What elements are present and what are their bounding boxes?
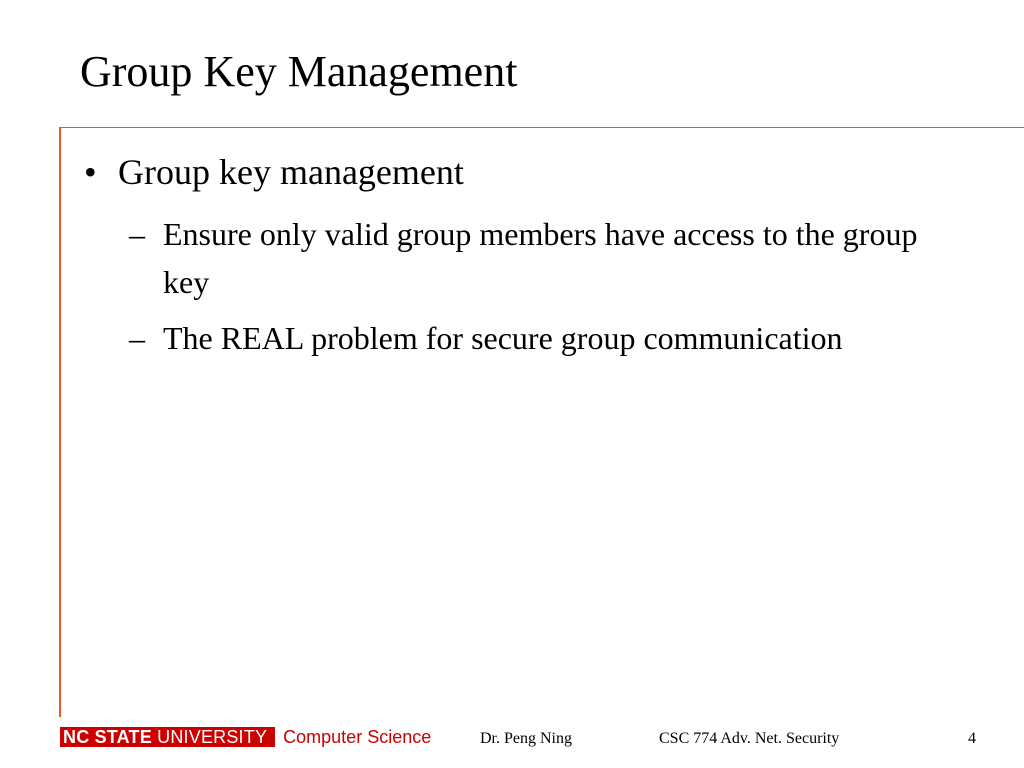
title-divider-line [60, 127, 1024, 128]
bullet-text: Group key management [118, 152, 464, 192]
university-wordmark-bold: NC STATE [63, 727, 152, 747]
sub-bullet-item [129, 210, 959, 306]
page-number: 4 [968, 730, 976, 747]
sub-bullet-marker: – [129, 320, 145, 356]
sub-bullet-text: Ensure only valid group members have access to the group key [163, 216, 918, 300]
sub-bullet-item [129, 314, 959, 362]
university-wordmark [60, 727, 275, 747]
bullet-item [84, 148, 464, 196]
university-logo [60, 727, 431, 747]
left-margin-line [59, 127, 61, 717]
slide-title: Group Key Management [80, 47, 518, 96]
bullet-marker: • [84, 152, 97, 192]
sub-bullet-marker: – [129, 216, 145, 252]
sub-bullet-text: The REAL problem for secure group communication [163, 320, 843, 356]
department-name: Computer Science [283, 727, 432, 747]
university-wordmark-rest: UNIVERSITY [151, 727, 268, 747]
footer-author: Dr. Peng Ning [480, 730, 572, 747]
footer-course: CSC 774 Adv. Net. Security [659, 730, 840, 747]
